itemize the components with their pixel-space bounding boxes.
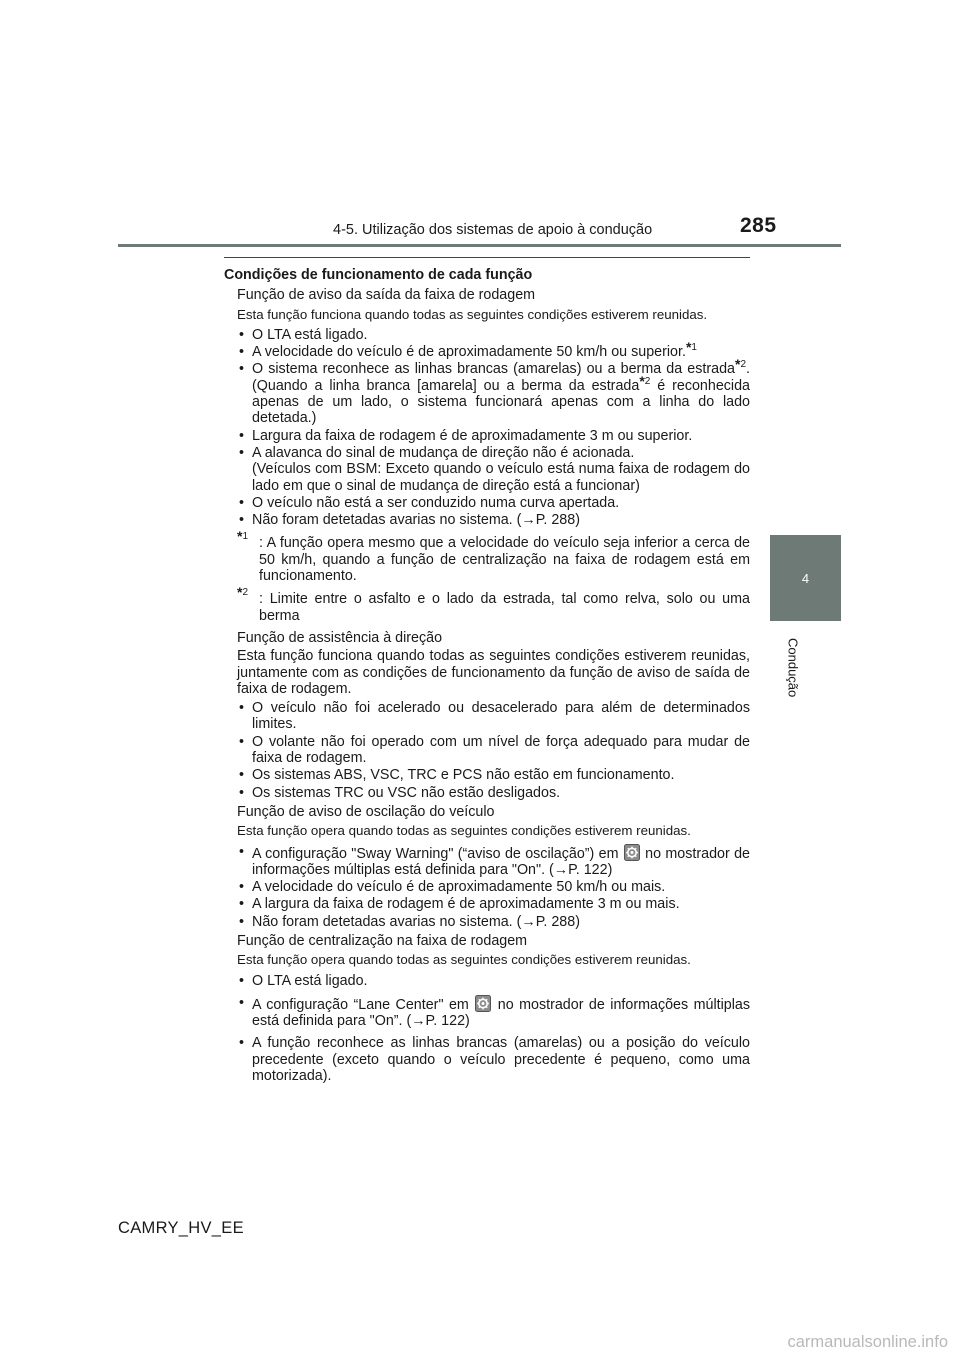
- list-item: [237, 914, 750, 930]
- list-item-text: A velocidade do veículo é de aproximadamente 50 km/h ou mais.: [252, 879, 666, 896]
- page-number: 285: [740, 214, 777, 237]
- list-item: [237, 327, 750, 343]
- footnote-mark: [237, 528, 249, 549]
- bullet: •: [239, 879, 245, 896]
- section-title: 4-5. Utilização dos sistemas de apoio à condução: [333, 222, 653, 238]
- footnote-number: 2: [740, 359, 747, 371]
- list-item: [237, 339, 750, 361]
- list-item-text: A largura da faixa de rodagem é de aproximadamente 3 m ou mais.: [252, 896, 680, 913]
- list-item: [237, 1035, 750, 1084]
- bullet: •: [239, 843, 245, 860]
- sway-warning-intro: Esta função opera quando todas as seguintes condições estiverem reunidas.: [237, 823, 691, 839]
- list-item-text: O sistema reconhece as linhas brancas (amarelas) ou a berma da estrada: [252, 361, 735, 378]
- list-item: [237, 428, 750, 444]
- section-heading: Condições de funcionamento de cada função: [224, 267, 533, 283]
- list-item-text: é reconhecida apenas de um lado, o sistema funcionará apenas com a linha do lado detetada.): [252, 377, 751, 427]
- settings-gear-icon: [475, 995, 491, 1012]
- lane-centering-title: Função de centralização na faixa de rodagem: [237, 932, 528, 949]
- list-item: [237, 734, 750, 767]
- list-item: [237, 995, 750, 1030]
- main-content: [224, 257, 750, 1090]
- footnote-star: *: [237, 584, 243, 601]
- lane-departure-title: Função de aviso da saída da faixa de rodagem: [237, 287, 536, 304]
- list-item: [237, 495, 750, 511]
- bullet: •: [239, 326, 245, 343]
- list-item-text: ): [575, 512, 580, 529]
- steering-assist-title: Função de assistência à direção: [237, 629, 443, 646]
- list-item-text: no mostrador de informações múltiplas está definida para "On”. (: [252, 996, 751, 1030]
- page-reference: →P. 288: [521, 512, 576, 529]
- list-item-text: Não foram detetadas avarias no sistema. (: [252, 512, 522, 529]
- list-item-text: ): [575, 913, 580, 930]
- list-item-text: Os sistemas TRC ou VSC não estão desligados.: [252, 784, 561, 801]
- bullet: •: [239, 1035, 245, 1052]
- footnote-2: [237, 584, 750, 624]
- list-item: [237, 785, 750, 801]
- footnote-number: 1: [242, 531, 249, 543]
- list-item-text: A configuração "Sway Warning" (“aviso de oscilação”) em: [252, 845, 623, 862]
- list-item-text: O veículo não está a ser conduzido numa curva apertada.: [252, 494, 620, 511]
- bullet: •: [239, 444, 245, 461]
- list-item-text: O LTA está ligado.: [252, 326, 368, 343]
- list-item-text: ): [465, 1013, 470, 1030]
- list-item-text: Largura da faixa de rodagem é de aproximadamente 3 m ou superior.: [252, 427, 693, 444]
- list-item-text: Não foram detetadas avarias no sistema. (: [252, 913, 522, 930]
- bullet: •: [239, 361, 245, 378]
- list-item-text: A função reconhece as linhas brancas (amarelas) ou a posição do veículo precedente (exceto quando o veículo precedente é pequeno, como uma motorizada).: [252, 1035, 750, 1085]
- sway-warning-list: [237, 844, 750, 930]
- steering-assist-list: [237, 700, 750, 801]
- settings-gear-icon: [624, 844, 640, 861]
- lane-centering-list: [237, 973, 750, 1085]
- list-item: [237, 767, 750, 783]
- lane-centering-intro: Esta função opera quando todas as seguintes condições estiverem reunidas.: [237, 952, 691, 968]
- watermark: carmanualsonline.info: [787, 1333, 948, 1351]
- footnote-star: *: [685, 339, 692, 356]
- list-item-text: O volante não foi operado com um nível de força adequado para mudar de faixa de rodagem.: [252, 733, 750, 767]
- footnote-number: 2: [242, 587, 249, 599]
- list-item-text: A velocidade do veículo é de aproximadamente 50 km/h ou superior.: [252, 344, 686, 361]
- page-reference: →P. 288: [521, 913, 576, 930]
- chapter-number: 4: [801, 570, 810, 586]
- lane-departure-intro: Esta função funciona quando todas as seguintes condições estiverem reunidas.: [237, 306, 708, 322]
- bullet: •: [239, 784, 245, 801]
- footnote-star: *: [237, 528, 243, 545]
- footnote-mark: [237, 584, 249, 605]
- footnote-star: *: [735, 356, 741, 373]
- list-item-text: Os sistemas ABS, VSC, TRC e PCS não estão em funcionamento.: [252, 767, 675, 784]
- list-item-text: (Veículos com BSM: Exceto quando o veículo está numa faixa de rodagem do lado em que o sinal de mudança de direção está a funcionar): [252, 461, 750, 494]
- page-reference: →P. 122: [411, 1013, 466, 1030]
- list-item: [237, 973, 750, 989]
- list-item: [237, 879, 750, 895]
- list-item-text: no mostrador de informações múltiplas está definida para "On". (: [252, 845, 750, 878]
- header-rule: [118, 244, 841, 247]
- bullet: •: [239, 913, 245, 930]
- bullet: •: [239, 767, 245, 784]
- section-rule: [224, 257, 750, 258]
- bullet: •: [239, 494, 245, 511]
- list-item-text: A configuração “Lane Center" em: [252, 996, 475, 1013]
- list-item: [237, 896, 750, 912]
- list-item: [237, 356, 751, 427]
- bullet: •: [239, 972, 245, 989]
- chapter-tab: [770, 535, 841, 621]
- steering-assist-block: [224, 630, 750, 801]
- bullet: •: [239, 896, 245, 913]
- bullet: •: [239, 733, 245, 750]
- bullet: •: [239, 994, 245, 1011]
- chapter-label: Condução: [785, 638, 801, 698]
- list-item-text: . (Quando a linha branca [amarela] ou a berma da estrada: [252, 361, 750, 394]
- list-item: [237, 445, 750, 494]
- bullet: •: [239, 700, 245, 717]
- list-item-text: O LTA está ligado.: [252, 972, 368, 989]
- bullet: •: [239, 512, 245, 529]
- model-code: CAMRY_HV_EE: [118, 1219, 244, 1237]
- lane-departure-list: [237, 327, 750, 529]
- list-item: [237, 700, 750, 733]
- list-item: [237, 844, 750, 879]
- footnote-text: : Limite entre o asfalto e o lado da estrada, tal como relva, solo ou uma berma: [259, 591, 750, 624]
- sway-warning-title: Função de aviso de oscilação do veículo: [237, 803, 495, 820]
- list-item: [237, 512, 750, 528]
- list-item-text: O veículo não foi acelerado ou desacelerado para além de determinados limites.: [252, 700, 750, 733]
- steering-assist-intro: Esta função funciona quando todas as seguintes condições estiverem reunidas, juntamente com as condições de funcionamento da função de aviso de saída de faixa de rodagem.: [237, 648, 750, 697]
- sway-warning-block: [224, 804, 750, 930]
- footnote-number: 2: [644, 375, 651, 387]
- footnote-number: 1: [691, 342, 697, 354]
- bullet: •: [239, 427, 245, 444]
- lane-centering-block: [224, 933, 750, 1084]
- footnote-1: [237, 528, 750, 585]
- list-item-text: ): [607, 861, 613, 878]
- footnote-star: *: [639, 372, 645, 389]
- bullet: •: [239, 344, 245, 361]
- page-reference: →P. 122: [553, 861, 608, 878]
- footnote-text: : A função opera mesmo que a velocidade do veículo seja inferior a cerca de 50 km/h, quando a função de centralização na faixa de rodagem está em funcionamento.: [259, 535, 750, 585]
- lane-departure-block: [224, 287, 750, 624]
- list-item-text: A alavanca do sinal de mudança de direção não é acionada.: [252, 444, 635, 461]
